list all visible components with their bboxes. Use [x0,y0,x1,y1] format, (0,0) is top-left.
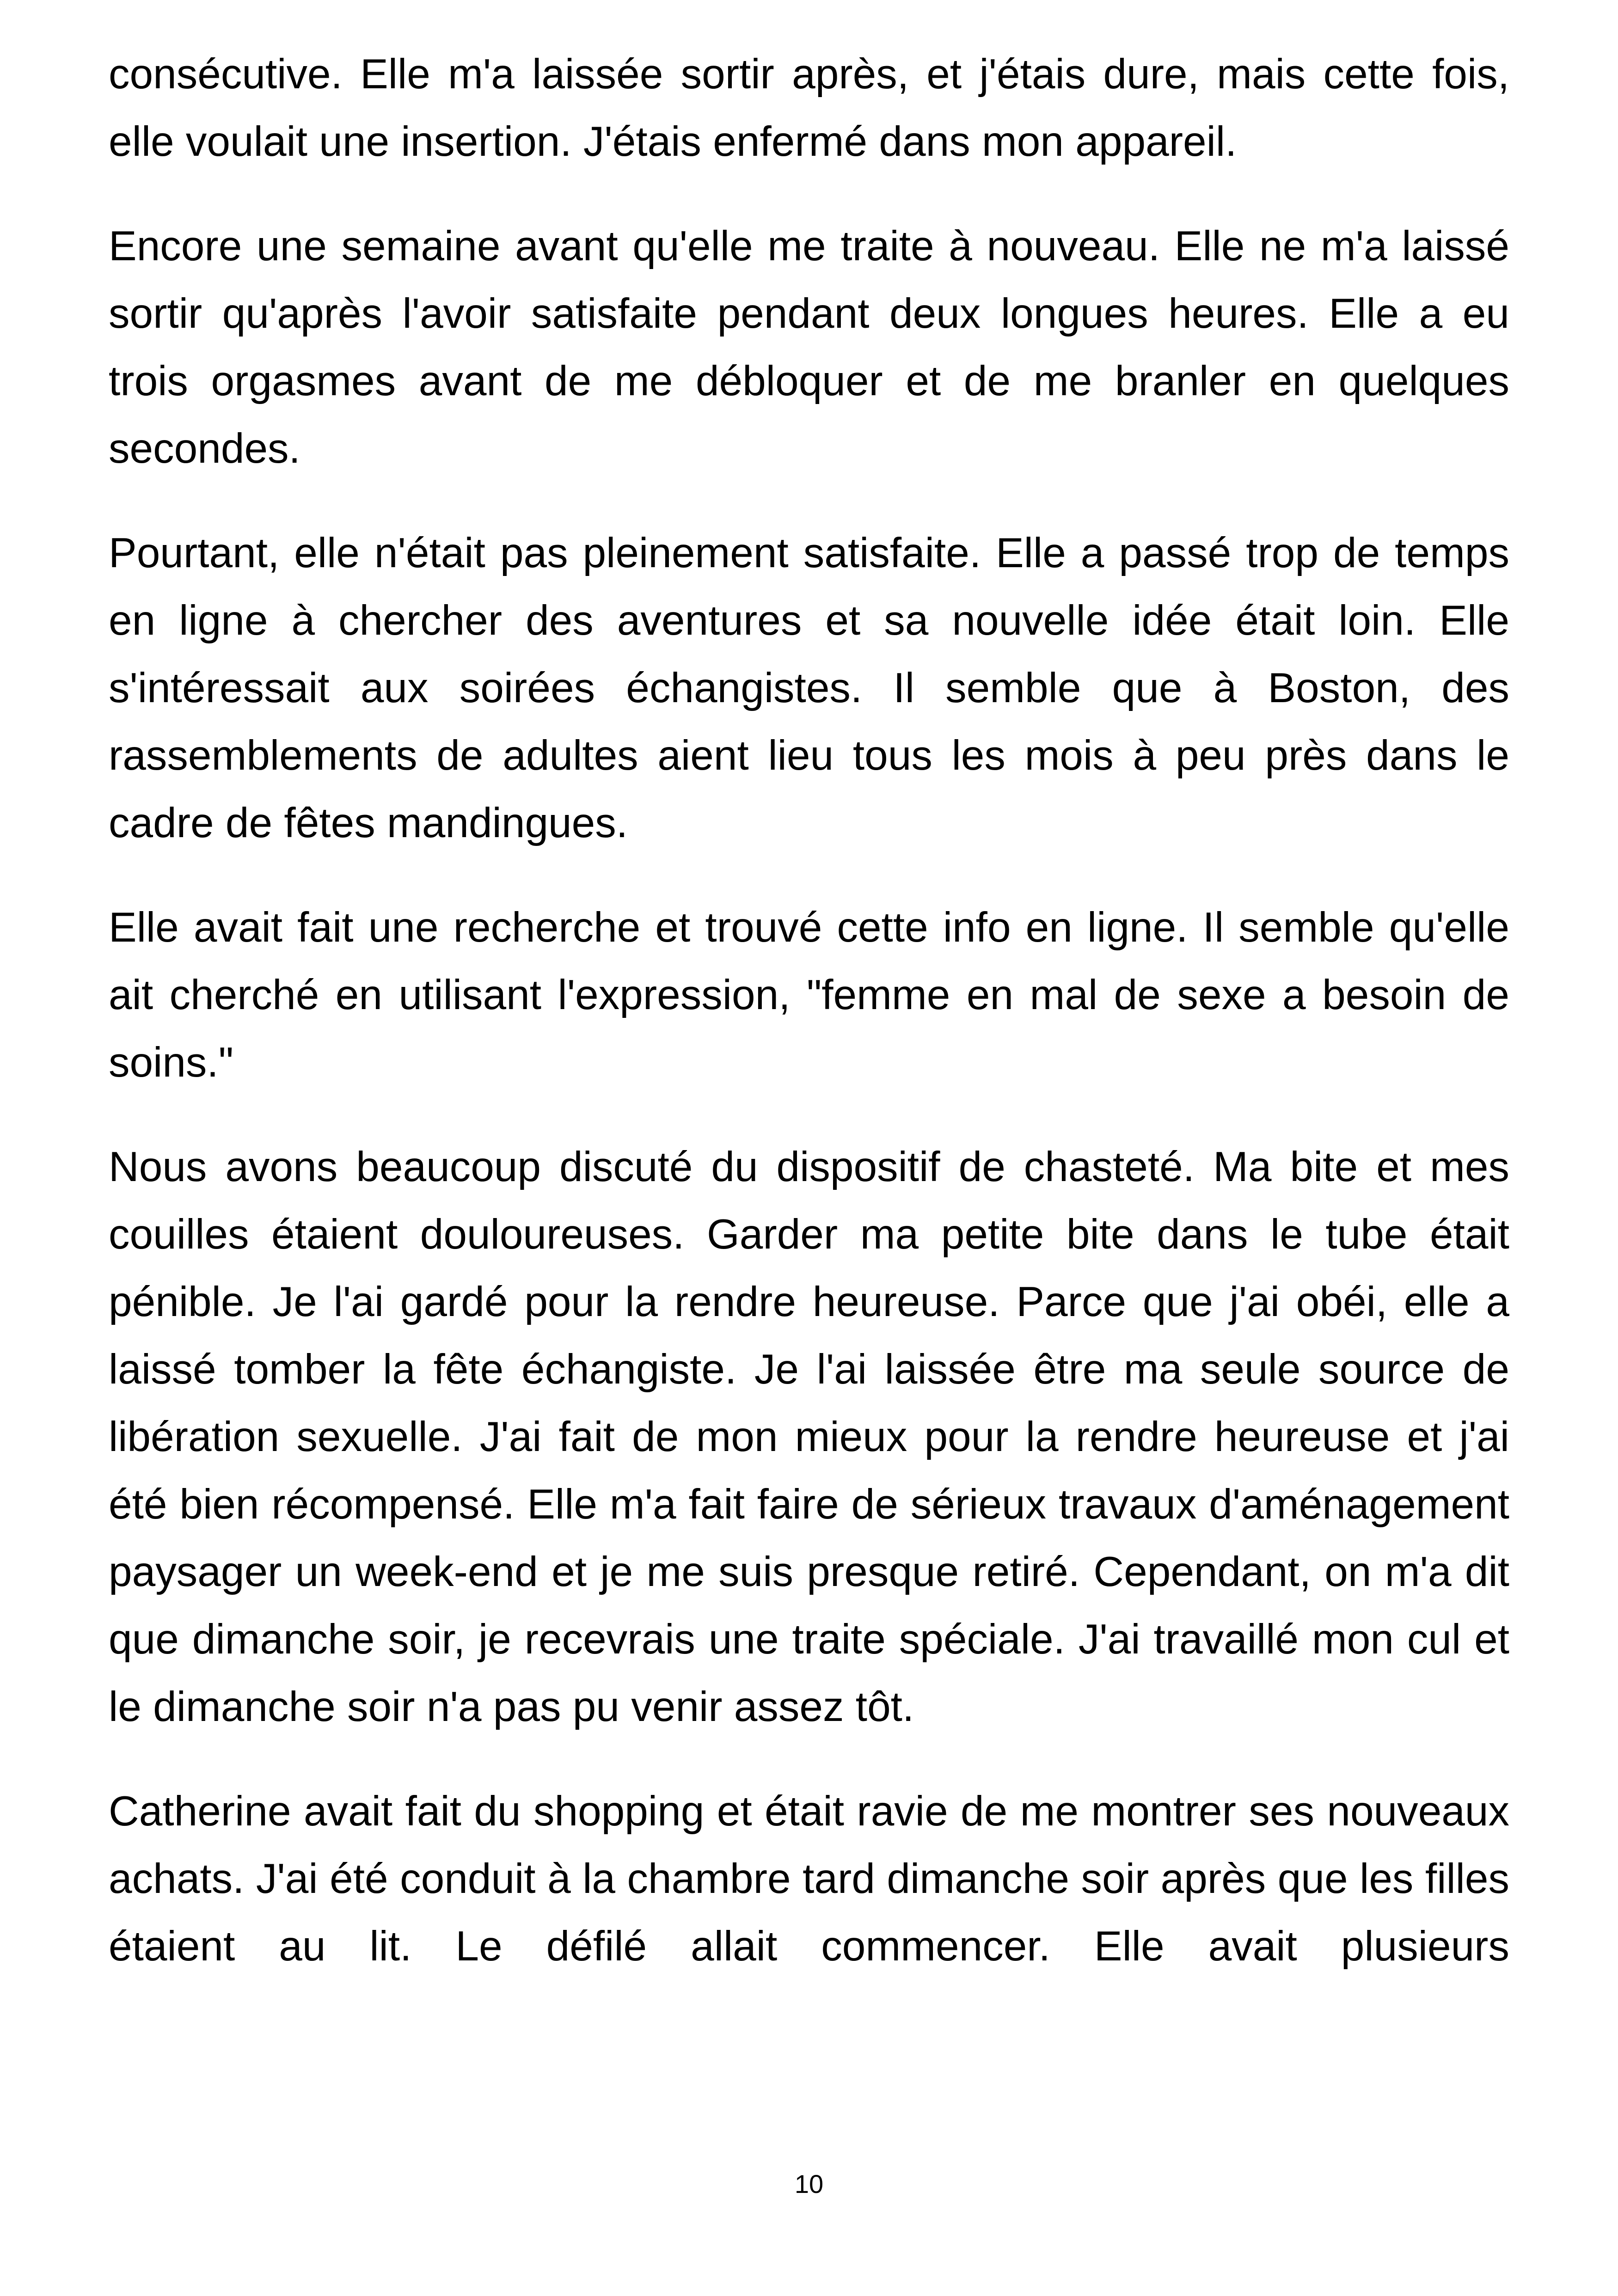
paragraph-2: Encore une semaine avant qu'elle me traite à nouveau. Elle ne m'a laissé sortir qu'après l'avoir satisfaite pendant deux longues heures. Elle a eu trois orgasmes avant de me débloquer et de me branler en quelques secondes. [109,223,1509,472]
paragraph-4: Elle avait fait une recherche et trouvé cette info en ligne. Il semble qu'elle ait cherché en utilisant l'expression, "femme en mal de sexe a besoin de soins." [109,904,1509,1086]
paragraph-5: Nous avons beaucoup discuté du dispositif de chasteté. Ma bite et mes couilles étaient douloureuses. Garder ma petite bite dans le tube était pénible. Je l'ai gardé pour la rendre heureuse. Parce que j'ai obéi, elle a laissé tomber la fête échangiste. Je l'ai laissée être ma seule source de libération sexuelle. J'ai fait de mon mieux pour la rendre heureuse et j'ai été bien récompensé. Elle m'a fait faire de sérieux travaux d'aménagement paysager un week-end et je me suis presque retiré. Cependant, on m'a dit que dimanche soir, je recevrais une traite spéciale. J'ai travaillé mon cul et le dimanche soir n'a pas pu venir assez tôt. [109,1144,1509,1730]
paragraph-1: consécutive. Elle m'a laissée sortir après, et j'étais dure, mais cette fois, elle voulait une insertion. J'étais enfermé dans mon appareil. [109,51,1509,165]
page-number: 10 [794,2169,824,2198]
paragraph-6: Catherine avait fait du shopping et était ravie de me montrer ses nouveaux achats. J'ai été conduit à la chambre tard dimanche soir après que les filles étaient au lit. Le défilé allait commencer. Elle avait plusieurs [109,1788,1509,1970]
body-text [109,41,1509,1980]
paragraph-3: Pourtant, elle n'était pas pleinement satisfaite. Elle a passé trop de temps en ligne à chercher des aventures et sa nouvelle idée était loin. Elle s'intéressait aux soirées échangistes. Il semble que à Boston, des rassemblements de adultes aient lieu tous les mois à peu près dans le cadre de fêtes mandingues. [109,530,1509,846]
